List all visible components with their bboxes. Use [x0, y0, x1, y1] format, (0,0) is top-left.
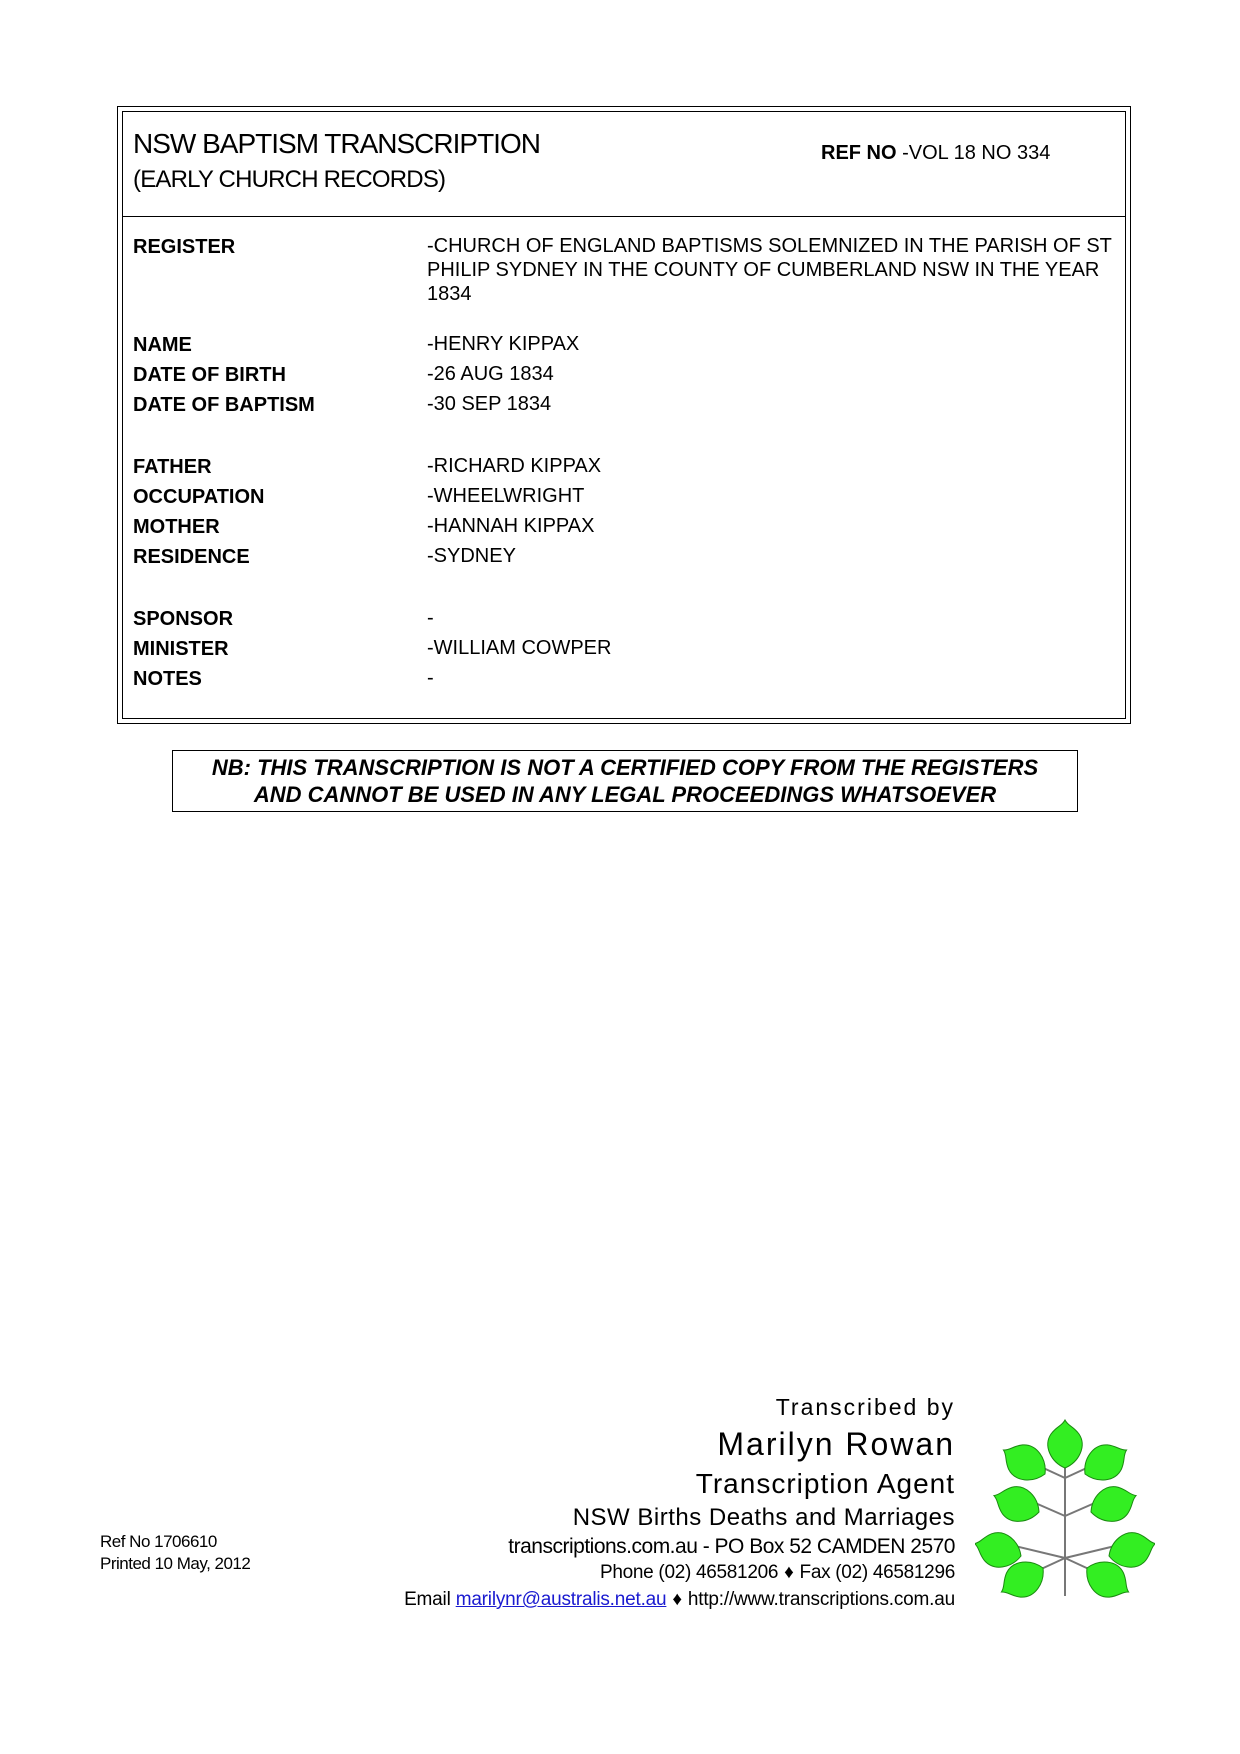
diamond-separator-icon: ♦: [784, 1562, 794, 1583]
transcriber-name: Marilyn Rowan: [717, 1426, 955, 1462]
phone-number: Phone (02) 46581206: [600, 1562, 779, 1583]
ref-number: [821, 142, 1050, 165]
date-of-baptism-value: -30 SEP 1834: [427, 393, 552, 415]
printed-date: Printed 10 May, 2012: [100, 1554, 251, 1573]
record-box: [117, 106, 1131, 724]
register-value: -CHURCH OF ENGLAND BAPTISMS SOLEMNIZED IN THE PARISH OF ST PHILIP SYDNEY IN THE COUNTY OF CUMBERLAND NSW IN THE YEAR 1834: [427, 235, 1112, 305]
sponsor-value: -: [427, 607, 434, 629]
document-subtitle: (EARLY CHURCH RECORDS): [133, 166, 446, 193]
date-of-birth-label: DATE OF BIRTH: [133, 364, 286, 386]
legal-notice-line-1: NB: THIS TRANSCRIPTION IS NOT A CERTIFIED COPY FROM THE REGISTERS: [211, 755, 1039, 780]
email-label: Email: [404, 1589, 451, 1610]
legal-notice-line-2: AND CANNOT BE USED IN ANY LEGAL PROCEEDINGS WHATSOEVER: [253, 782, 997, 807]
father-value: -RICHARD KIPPAX: [427, 455, 602, 477]
sponsor-label: SPONSOR: [133, 608, 234, 630]
contact-phone-fax: [600, 1562, 955, 1584]
record-inner-border: [122, 111, 1126, 719]
minister-value: -WILLIAM COWPER: [427, 637, 612, 659]
mother-value: -HANNAH KIPPAX: [427, 515, 595, 537]
ref-value: -VOL 18 NO 334: [902, 142, 1051, 164]
email-link[interactable]: marilynr@australis.net.au: [455, 1589, 667, 1610]
transcriber-address: transcriptions.com.au - PO Box 52 CAMDEN 2570: [508, 1535, 955, 1558]
transcriber-role: Transcription Agent: [695, 1468, 955, 1499]
mother-label: MOTHER: [133, 516, 220, 538]
register-label: REGISTER: [133, 236, 236, 258]
residence-label: RESIDENCE: [133, 546, 250, 568]
header-divider: [123, 216, 1125, 217]
diamond-separator-icon: ♦: [672, 1589, 682, 1610]
ref-label: REF NO: [821, 142, 897, 164]
fax-number: Fax (02) 46581296: [799, 1562, 955, 1583]
notes-label: NOTES: [133, 668, 202, 690]
name-label: NAME: [133, 334, 192, 356]
transcribed-by-label: Transcribed by: [775, 1394, 955, 1420]
occupation-label: OCCUPATION: [133, 486, 265, 508]
website-url[interactable]: http://www.transcriptions.com.au: [687, 1589, 955, 1610]
document-title: NSW BAPTISM TRANSCRIPTION: [133, 128, 540, 159]
residence-value: -SYDNEY: [427, 545, 516, 567]
date-of-birth-value: -26 AUG 1834: [427, 363, 554, 385]
transcriber-organisation: NSW Births Deaths and Marriages: [572, 1504, 955, 1531]
legal-notice: [172, 750, 1078, 812]
occupation-value: -WHEELWRIGHT: [427, 485, 585, 507]
print-ref-number: Ref No 1706610: [100, 1532, 217, 1551]
date-of-baptism-label: DATE OF BAPTISM: [133, 394, 315, 416]
name-value: -HENRY KIPPAX: [427, 333, 580, 355]
minister-label: MINISTER: [133, 638, 229, 660]
father-label: FATHER: [133, 456, 212, 478]
contact-email-web: [404, 1589, 955, 1611]
tree-leaves-icon: [975, 1418, 1155, 1598]
notes-value: -: [427, 667, 434, 689]
